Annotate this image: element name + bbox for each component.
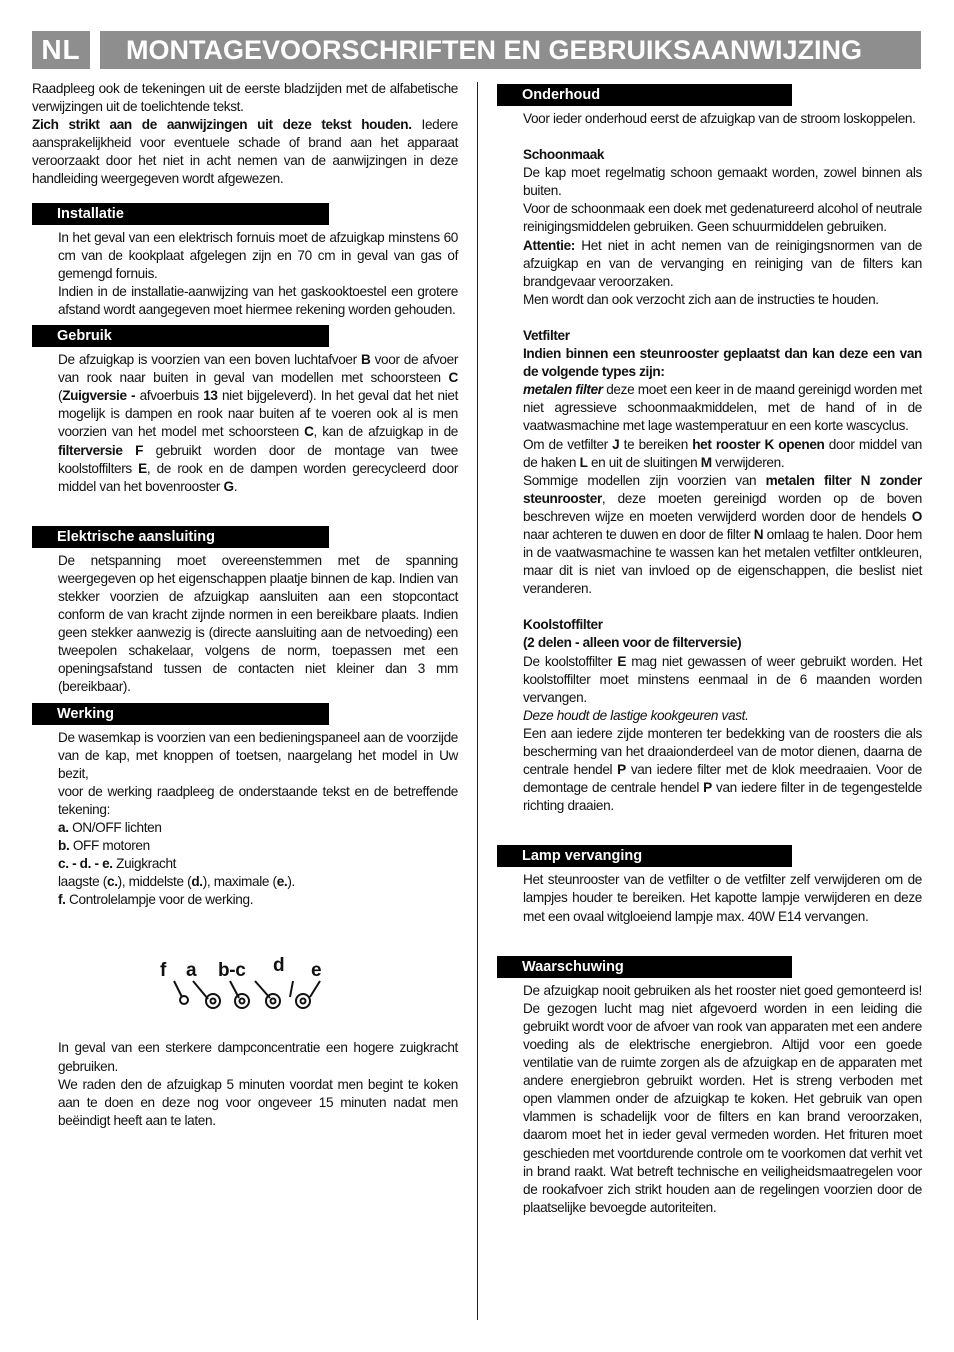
label-a: a [186,960,197,982]
control-knobs-drawing [58,909,358,1009]
subheading-vetfilter: Vetfilter [523,327,570,343]
section-onderhoud: Voor ieder onderhoud eerst de afzuigkap van de stroom loskoppelen. Schoonmaak De kap moet regelmatig schoon gemaakt worden, zowel binnen als buiten. Voor de schoonmaak een doek met gedenatureerd alcohol of neutrale reinigingsmiddelen gebruiken. Geen schuurmiddelen gebruiken. Attentie: Het niet in acht nemen van de reinigingsnormen van de afzuigkap en van de vervanging en reiniging van de filters kan brandgevaar veroorzaken. Men wordt dan ook verzocht zich aan de instructies te houden. Vetfilter Indien binnen een steunrooster geplaatst dan kan deze een van de volgende types zijn: metalen filter deze moet een keer in de maand gereinigd worden met niet agressieve schoonmaakmiddelen, met de hand of in de vaatwasmachine met lage wastemperatuur en een korte wascyclus. Om de vetfilter J te bereiken het rooster K openen door middel van de haken L en uit de sluitingen M verwijderen. Sommige modellen zijn voorzien van metalen filter N zonder steunrooster, deze moeten gereinigd worden op de boven beschreven wijze en moeten verwijderd worden door de hendels O naar achteren te duwen en door de filter N omlaag te halen. Door hem in de vaatwasmachine te wassen kan het metalen vetfilter ontkleuren, maar dit is niet van invloed op de eigenschappen, die beslist niet veranderen. Koolstoffilter (2 delen - alleen voor de filterversie) De koolstoffilter E mag niet gewassen of weer gebruikt worden. Het koolstoffilter moet minstens eenmaal in de 6 maanden worden vervangen. Deze houdt de lastige kookgeuren vast. Een aan iedere zijde monteren ter bedekking van de roosters die als bescherming van het draaionderdeel van de motor dienen, daarna de centrale hendel P van iedere filter met de klok meedraaien. Voor de demontage de centrale hendel P van iedere filter in de tegengestelde richting draaien. [523,111,922,814]
subheading-schoonmaak: Schoonmaak [523,147,605,163]
right-column [497,84,922,1217]
section-heading-werking: Werking [32,703,329,725]
left-column [32,80,458,1130]
intro-warning: Zich strikt aan de aanwijzingen uit deze tekst houden. Iedere aansprakelijkheid voor eventuele schade of brand aan het apparaat veroorzaakt door het niet in acht nemen van de aanwijzingen in deze handleiding weergegeven wordt afgewezen. [32,117,458,187]
section-heading-waarschuwing: Waarschuwing [497,956,792,978]
section-lamp: Het steunrooster van de vetfilter o de vetfilter zelf verwijderen om de lampjes houder te bereiken. Het kapotte lampje verwijderen en deze met een ovaal witgloeiend lampje max. 40W E14 vervangen. [523,872,922,924]
section-installatie: In het geval van een elektrisch fornuis moet de afzuigkap minstens 60 cm van de kookplaat afgelegen zijn en 70 cm in geval van gas of gemengd fornuis. Indien in de installatie-aanwijzing van het gaskooktoestel een grotere afstand wordt aangegeven moet hiermee rekening worden gehouden. [58,229,458,317]
section-heading-elektrisch: Elektrische aansluiting [32,526,329,548]
label-e: e [311,960,322,982]
section-gebruik: De afzuigkap is voorzien van een boven luchtafvoer B voor de afvoer van rook naar buiten in geval van modellen met schoorsteen C (Zuigversie - afvoerbuis 13 niet bijgeleverd). In het geval dat het niet mogelijk is dampen en rook naar buiten af te voeren ook al is men voorzien van het model met schoorsteen C, kan de afzuigkap in de filterversie F gebruikt worden door de montage van twee koolstoffilters E, de rook en de dampen worden gerecycleerd door middel van het bovenrooster G. [58,352,458,494]
subheading-koolstoffilter: Koolstoffilter [523,617,603,633]
label-d: d [273,955,285,977]
label-b-c: b-c [218,960,246,982]
section-waarschuwing: De afzuigkap nooit gebruiken als het rooster niet goed gemonteerd is! De gezogen lucht mag niet afgevoerd worden in een leiding die gebruikt wordt voor de afvoer van rook van apparaten met een andere voeding als de elektrische energiebron. Altijd voor een goede ventilatie van de ruimte zorgen als de afzuigkap en de apparaten met andere energiebron gebruikt worden. Het is streng verboden met open vlammen onder de afzuigkap te koken. Het gebruik van open vlammen is schadelijk voor de filters en kan brand veroorzaken, daarom moet het in ieder geval vermeden worden. Het frituren moet geschieden met voortdurende controle om te voorkomen dat verhit vet in brand raakt. Wat betreft technische en veiligheidsmaatregelen voor de rookafvoer zich strikt houden aan de regelingen voorzien door de plaatselijke bevoegde autoriteiten. [523,982,922,1215]
intro-paragraph: Raadpleeg ook de tekeningen uit de eerste bladzijden met de alfabetische verwijzingen uit de toelichtende tekst. [32,81,458,115]
section-heading-onderhoud: Onderhoud [497,84,792,106]
section-heading-lamp: Lamp vervanging [497,845,792,867]
section-elektrisch: De netspanning moet overeenstemmen met de spanning weergegeven op het eigenschappen plaatje binnen de kap. Indien van stekker voorzien de afzuigkap aansluiten aan een stopcontact conform de van kracht zijnde normen in een bereikbare plaats. Indien geen stekker aanwezig is (directe aansluiting aan de netvoeding) een tweepolen schakelaar, volgens de norm, toepassen met een openingsafstand tussen de contacten niet kleiner dan 3 mm (bereikbaar). [58,552,458,695]
column-divider [477,82,478,1320]
section-heading-installatie: Installatie [32,203,329,225]
section-heading-gebruik: Gebruik [32,325,329,347]
label-f: f [160,960,166,982]
language-badge: NL [32,31,90,69]
control-panel-diagram [58,909,458,1009]
section-werking: De wasemkap is voorzien van een bedieningspaneel aan de voorzijde van de kap, met knoppen of toetsen, naargelang het model in Uw bezit, voor de werking raadpleeg de onderstaande tekst en de betreffende tekening: a. ON/OFF lichten b. OFF motoren c. - d. - e. Zuigkracht laagste (c.), middelste (d.), maximale (e.). f. Controlelampje voor de werking. f a b-c d e In geval van een sterkere dampconcentratie een hogere zuigkracht gebruiken. We raden den de afzuigkap 5 minuten voordat men begint te koken aan te doen en deze nog voor ongeveer 15 minuten nadat men beëindigt heeft aan te laten. [58,729,458,1128]
page-title: MONTAGEVOORSCHRIFTEN EN GEBRUIKSAANWIJZING [100,31,921,69]
